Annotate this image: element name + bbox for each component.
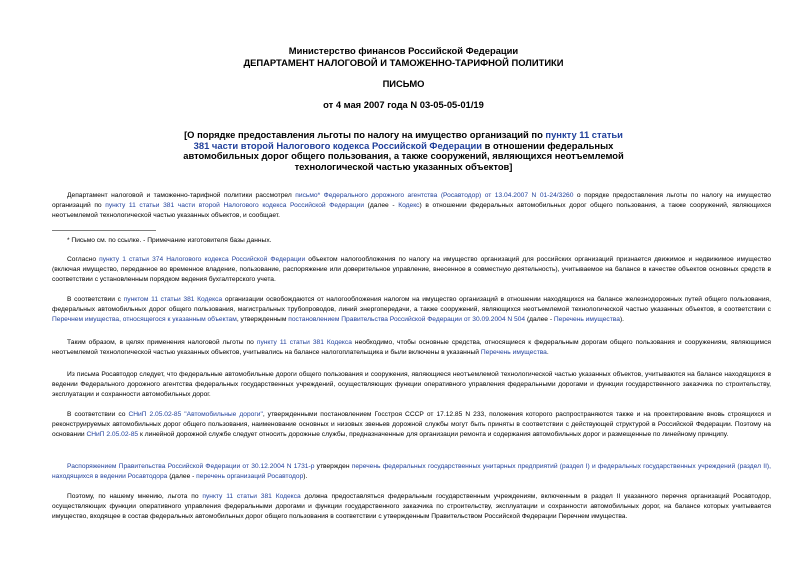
p4-link-article-381[interactable]: пункту 11 статьи 381 Кодекса: [256, 339, 352, 346]
document-date-number: от 4 мая 2007 года N 03-05-05-01/19: [323, 99, 484, 110]
footnote: * Письмо см. по ссылке. - Примечание изготовителя базы данных.: [67, 237, 272, 244]
p6-link-snip[interactable]: СНиП 2.05.02-85: [86, 430, 139, 438]
ministry-name: Министерство финансов Российской Федерации: [288, 45, 519, 56]
p8-text-1: Поэтому, по нашему мнению, льгота по: [67, 493, 203, 500]
p4-link-perechen[interactable]: Перечень имущества: [480, 348, 547, 356]
p7-link-order-1731[interactable]: Распоряжением Правительства Российской Федерации от 30.12.2004 N 1731-р: [67, 463, 315, 470]
p1-text-3: (далее -: [364, 201, 399, 209]
p1-text-4: ) в отношении федеральных автомобильных дорог общего пользования, а также сооружений, являющихся неотъемлемой технологической частью указанных объектов, и сообщает.: [52, 201, 772, 219]
p2-text-2: объектом налогообложения по налогу на имущество организаций для российских организаций признается движимое и недвижимое имущество (включая имущество, переданное во временное владение, пользование, распоряжение или доверительное управление, внесенное в совместную деятельность), учитываемое на балансе в качестве объектов основных средств в соответствии с установленным порядком ведения бухгалтерского учета.: [52, 256, 772, 283]
subject-text-open: [О порядке предоставления льготы по налогу на имущество организаций по: [184, 129, 546, 140]
p4-text-3: .: [546, 348, 549, 356]
p4-text-1: Таким образом, в целях применения налоговой льготы по: [67, 339, 257, 346]
paragraph-1: [52, 191, 771, 221]
p3-link-resolution-504[interactable]: постановлением Правительства Российской Федерации от 30.09.2004 N 504: [288, 315, 526, 323]
p2-link-article-374[interactable]: пункту 1 статьи 374 Налогового кодекса Российской Федерации: [99, 256, 306, 263]
p4-text-2: необходимо, чтобы основные средства, относящиеся к федеральным дорогам общего пользования и сооружениям, являющимся неотъемлемой технологической частью указанных объектов, учитывались на балансе налогоплательщика и были включены в указанный: [52, 339, 771, 356]
paragraph-4: [52, 338, 771, 358]
paragraph-6: [52, 410, 771, 440]
p1-link-article-381[interactable]: пункту 11 статьи 381 части второй Налогового кодекса Российской Федерации: [105, 201, 365, 209]
p1-link-kodeks[interactable]: Кодекс: [398, 201, 420, 209]
p6-text-3: к линейной дорожной службе следует относить дорожные службы, предназначенные для организации ремонта и содержания автомобильных дорог и размещенные по линейному принципу.: [138, 430, 729, 438]
p3-link-perechen[interactable]: Перечень имущества: [553, 315, 620, 323]
subject-text-close: в отношении федеральных автомобильных дорог общего пользования, а также сооружений, являющихся неотъемлемой технологической частью указанных объектов]: [183, 139, 624, 172]
p7-text-3: ).: [303, 472, 308, 480]
p1-link-rosavtodor-letter[interactable]: письмо* Федерального дорожного агентства (Росавтодор) от 13.04.2007 N 01-24/3260: [295, 192, 574, 199]
p8-link-article-381[interactable]: пункту 11 статьи 381 Кодекса: [202, 493, 301, 500]
paragraph-5: [52, 370, 771, 400]
p3-text-5: ).: [619, 315, 624, 323]
p5-text-1: Из письма Росавтодор следует, что федеральные автомобильные дороги общего пользования и сооружения, являющиеся неотъемлемой технологической частью указанных объектов, учитываются на балансе находящихся в ведении Федерального дорожного агентства федеральных государственных учреждений, осуществляющих функции оперативного управления федеральными дорогами и функции государственного заказчика по строительству, эксплуатации и сохранности автомобильных дорог.: [52, 371, 771, 398]
p3-link-property-list[interactable]: Перечнем имущества, относящегося к указанным объектам: [52, 315, 237, 323]
p7-text-2: (далее -: [167, 472, 197, 480]
p3-text-3: , утвержденным: [236, 315, 289, 323]
paragraph-8: [52, 492, 771, 522]
department-name: ДЕПАРТАМЕНТ НАЛОГОВОЙ И ТАМОЖЕННО-ТАРИФНОЙ ПОЛИТИКИ: [243, 57, 564, 68]
p1-text-2: о порядке предоставления льготы по налогу на имущество организаций по: [52, 192, 772, 209]
p3-link-article-381[interactable]: пунктом 11 статьи 381 Кодекса: [123, 296, 223, 303]
paragraph-2: [52, 255, 771, 285]
p6-link-snip-roads[interactable]: СНиП 2.05.02-85 "Автомобильные дороги": [128, 411, 263, 418]
p6-text-2: , утвержденными постановлением Госстроя СССР от 17.12.85 N 233, положения которого распространяются также и на проектирование вновь строящихся и реконструируемых автомобильных дорог общего пользования, наименование основных и низовых звеньев дорожной службы могут быть приняты в соответствии с действующей структурой в Российской Федерации. Поэтому на основании: [52, 411, 772, 438]
p3-text-4: (далее -: [525, 315, 554, 323]
p1-text-1: Департамент налоговой и таможенно-тарифной политики рассмотрел: [67, 192, 296, 199]
footnote-divider: [52, 230, 156, 231]
p7-link-enterprise-list[interactable]: перечень федеральных государственных унитарных предприятий (раздел I) и федеральных государственных учреждений (раздел II), находящихся в ведении Росавтодора: [52, 463, 771, 480]
document-subject: [180, 130, 627, 172]
p8-text-2: должна предоставляться федеральным государственным учреждениям, включенным в раздел II указанного перечня организаций Росавтодор, осуществляющих функции оперативного управления федеральными дорогами и функции государственного заказчика по строительству, эксплуатации и сохранности автомобильных дорог, на балансе которых учитывается имущество, входящее в состав федеральных автомобильных дорог общего пользования в соответствии с утвержденным Правительством Российской Федерации Перечнем имущества.: [52, 493, 771, 520]
subject-link-article-381[interactable]: пункту 11 статьи 381 части второй Налогового кодекса Российской Федерации: [193, 129, 623, 151]
p6-text-1: В соответствии со: [67, 411, 129, 418]
document-type: ПИСЬМО: [382, 78, 425, 89]
paragraph-7: [52, 462, 771, 482]
p7-text-1: утвержден: [314, 463, 352, 470]
p2-text-1: Согласно: [67, 256, 100, 263]
p3-text-2: организации освобождаются от налогообложения налогом на имущество организаций в отношении находящихся на балансе железнодорожных путей общего пользования, федеральных автомобильных дорог общего пользования, магистральных трубопроводов, линий энергопередачи, а также сооружений, являющихся неотъемлемой технологической частью указанных объектов, в соответствии с: [52, 296, 771, 313]
paragraph-3: [52, 295, 771, 325]
p7-link-org-list[interactable]: перечень организаций Росавтодор: [196, 472, 304, 480]
p3-text-1: В соответствии с: [67, 296, 124, 303]
